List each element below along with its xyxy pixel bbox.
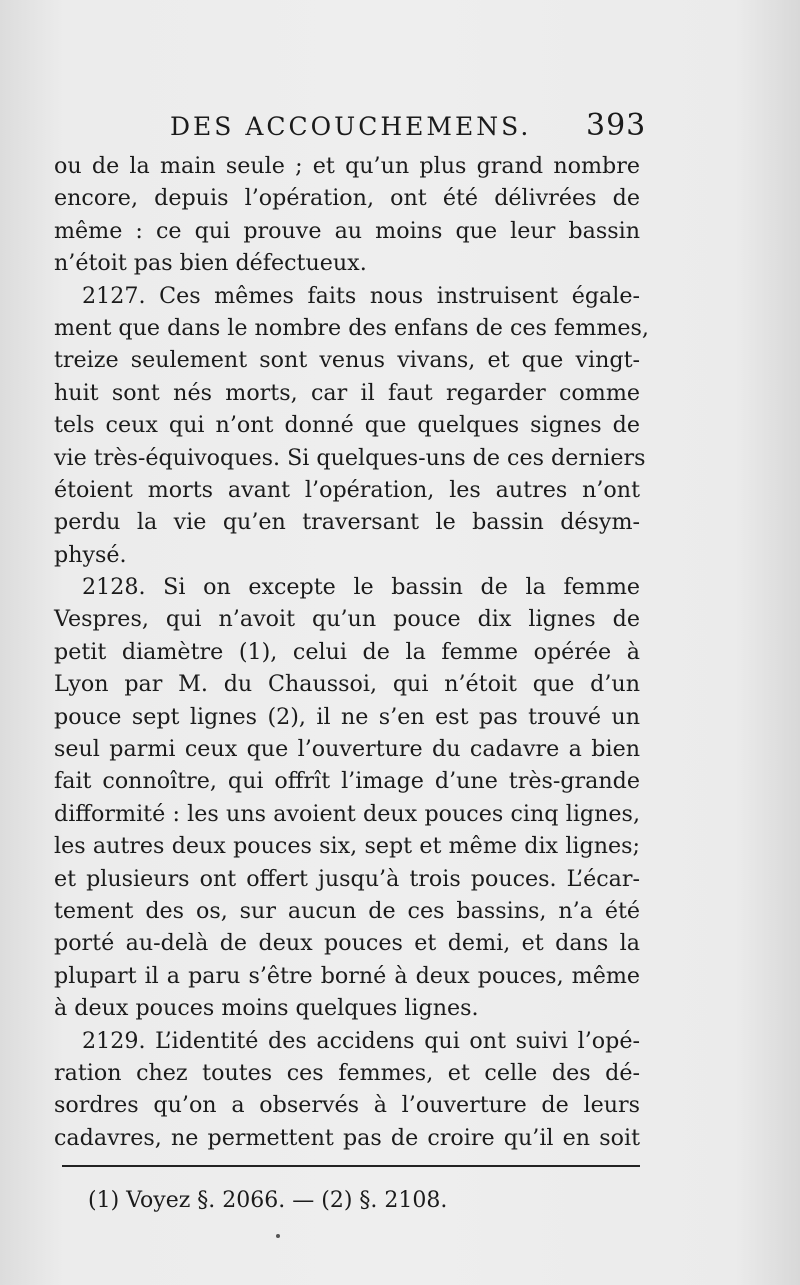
- ink-speck: [276, 1234, 280, 1238]
- page-header: [0, 108, 800, 148]
- text-line: ou de la main seule ; et qu’un plus grand nombre: [54, 153, 640, 179]
- text-line: cadavres, ne permettent pas de croire qu’il en soit: [54, 1124, 640, 1151]
- text-line: ration chez toutes ces femmes, et celle des dé-: [54, 1059, 640, 1086]
- text-line: même : ce qui prouve au moins que leur bassin: [54, 217, 640, 244]
- text-line: pouce sept lignes (2), il ne s’en est pas trouvé un: [54, 703, 640, 730]
- text-line: à deux pouces moins quelques lignes.: [54, 995, 479, 1022]
- text-line: fait connoître, qui offrît l’image d’une très-grande: [54, 768, 640, 795]
- paragraph-2127-start: 2127. Ces mêmes faits nous instruisent égale-: [82, 282, 640, 309]
- text-line: physé.: [54, 541, 127, 568]
- text-line: petit diamètre (1), celui de la femme opérée à: [54, 638, 640, 665]
- page-number: 393: [586, 108, 647, 143]
- text-line: seul parmi ceux que l’ouverture du cadavre a bien: [54, 736, 640, 763]
- text-line: plupart il a paru s’être borné à deux pouces, même: [54, 962, 640, 989]
- text-line: sordres qu’on a observés à l’ouverture de leurs: [54, 1092, 640, 1119]
- text-line: huit sont nés morts, car il faut regarder comme: [54, 379, 640, 406]
- text-line: ment que dans le nombre des enfans de ces femmes,: [54, 314, 649, 341]
- text-line: encore, depuis l’opération, ont été délivrées de: [54, 185, 640, 212]
- text-line: étoient morts avant l’opération, les autres n’ont: [54, 476, 640, 503]
- paragraph-2128-start: 2128. Si on excepte le bassin de la femme: [82, 574, 640, 601]
- footnote-rule: [62, 1165, 640, 1167]
- text-line: tels ceux qui n’ont donné que quelques signes de: [54, 412, 640, 439]
- text-line: tement des os, sur aucun de ces bassins, n’a été: [54, 897, 640, 924]
- running-head: DES ACCOUCHEMENS.: [170, 112, 532, 141]
- text-line: les autres deux pouces six, sept et même dix lignes;: [54, 833, 640, 860]
- body-text: [54, 150, 649, 1154]
- paragraph-2129-start: 2129. L’identité des accidens qui ont suivi l’opé-: [82, 1027, 640, 1054]
- text-line: treize seulement sont venus vivans, et que vingt-: [54, 347, 640, 374]
- text-line: Lyon par M. du Chaussoi, qui n’étoit que d’un: [54, 671, 640, 698]
- text-line: porté au-delà de deux pouces et demi, et dans la: [54, 930, 640, 957]
- text-line: et plusieurs ont offert jusqu’à trois pouces. L’écar-: [54, 865, 640, 892]
- text-line: vie très-équivoques. Si quelques-uns de ces derniers: [54, 444, 646, 471]
- text-line: n’étoit pas bien défectueux.: [54, 250, 367, 277]
- footnote: (1) Voyez §. 2066. — (2) §. 2108.: [88, 1188, 448, 1213]
- text-line: perdu la vie qu’en traversant le bassin désym-: [54, 509, 640, 536]
- text-line: Vespres, qui n’avoit qu’un pouce dix lignes de: [54, 606, 640, 633]
- text-line: difformité : les uns avoient deux pouces cinq lignes,: [54, 800, 640, 827]
